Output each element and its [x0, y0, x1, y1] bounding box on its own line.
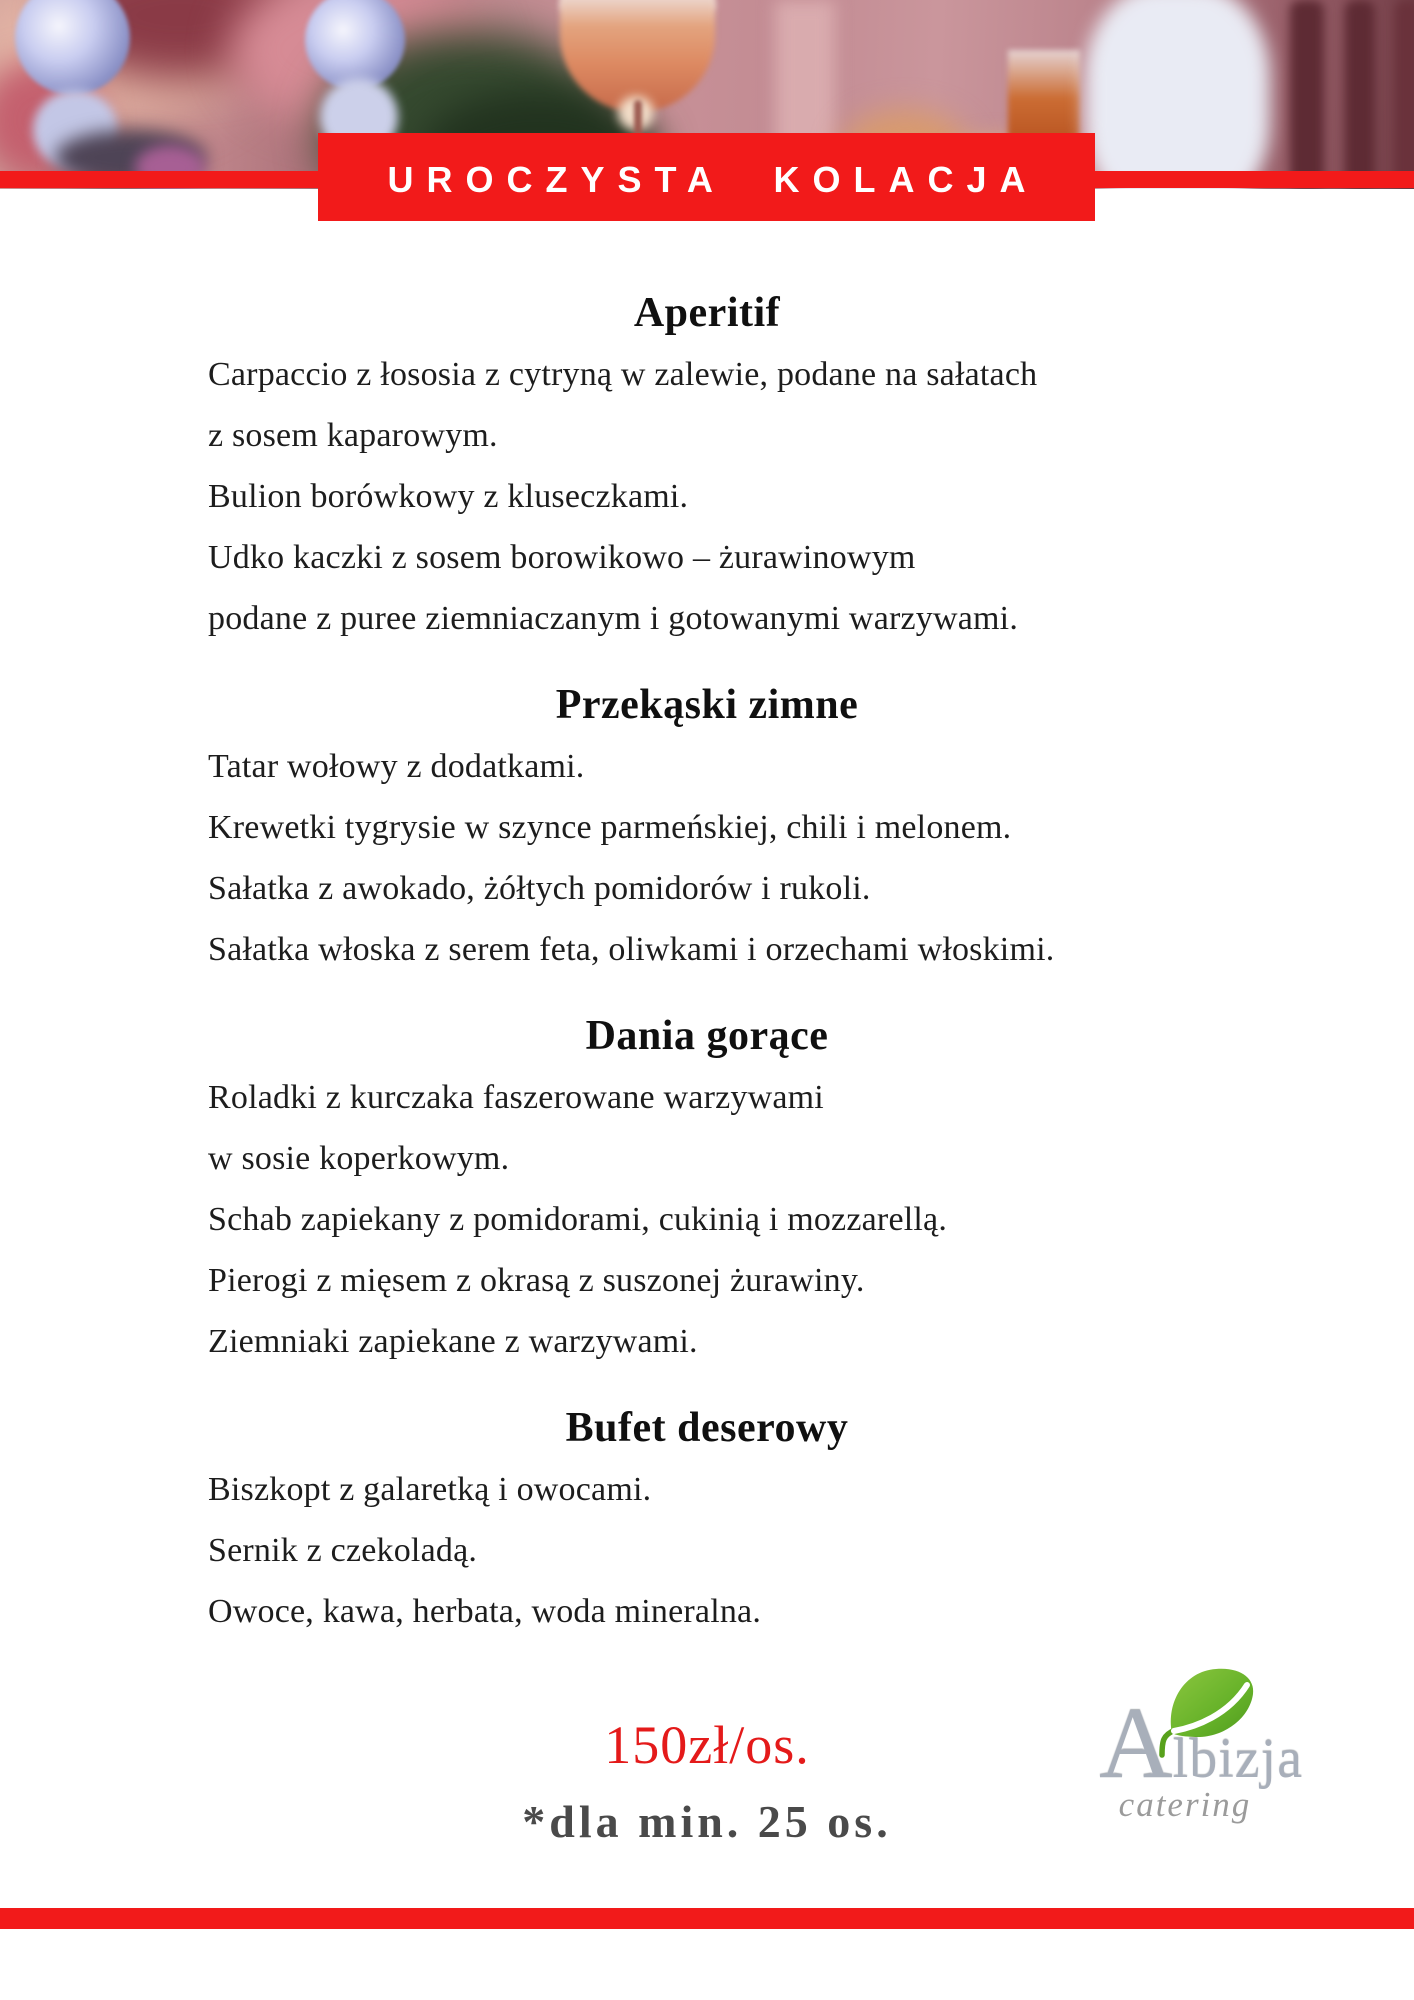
menu-item: Ziemniaki zapiekane z warzywami. — [208, 1323, 698, 1360]
menu-content — [208, 283, 1206, 1848]
photo-window-bar-3 — [1395, 0, 1414, 189]
section-heading-aperitif: Aperitif — [633, 290, 781, 336]
albizja-logo — [1095, 1645, 1304, 1840]
photo-window-bar — [1290, 0, 1324, 189]
section-heading-cold-starters: Przekąski zimne — [555, 682, 859, 728]
menu-item: Udko kaczki z sosem borowikowo – żurawinowym — [208, 539, 916, 576]
menu-item: w sosie koperkowym. — [208, 1140, 510, 1177]
menu-item: podane z puree ziemniaczanym i gotowanymi warzywami. — [208, 600, 1019, 637]
menu-item: Sałatka z awokado, żółtych pomidorów i rukoli. — [208, 870, 871, 907]
minimum-persons-note: *dla min. 25 os. — [522, 1796, 892, 1847]
title-banner — [318, 133, 1095, 221]
menu-item: Schab zapiekany z pomidorami, cukinią i mozzarellą. — [208, 1201, 948, 1238]
bottom-red-stripe — [0, 1908, 1414, 1929]
menu-item: Tatar wołowy z dodatkami. — [208, 748, 585, 785]
photo-carafe — [1085, 0, 1270, 189]
menu-item: Roladki z kurczaka faszerowane warzywami — [208, 1079, 824, 1116]
menu-item: Bulion borówkowy z kluseczkami. — [208, 478, 689, 515]
menu-item: Sałatka włoska z serem feta, oliwkami i orzechami włoskimi. — [208, 931, 1055, 968]
logo-wordmark — [1099, 1687, 1304, 1800]
logo-subtitle: catering — [1118, 1785, 1252, 1824]
menu-item: Krewetki tygrysie w szynce parmeńskiej, chili i melonem. — [208, 809, 1012, 846]
menu-item: Biszkopt z galaretką i owocami. — [208, 1471, 652, 1508]
price: 150zł/os. — [604, 1715, 810, 1775]
logo-rest: lbizja — [1172, 1728, 1304, 1790]
page-title: UROCZYSTA KOLACJA — [387, 159, 1039, 200]
menu-item: z sosem kaparowym. — [208, 417, 498, 454]
photo-window-bar-2 — [1345, 0, 1375, 189]
menu-item: Sernik z czekoladą. — [208, 1532, 478, 1569]
menu-item: Owoce, kawa, herbata, woda mineralna. — [208, 1593, 762, 1630]
menu-item: Pierogi z mięsem z okrasą z suszonej żurawiny. — [208, 1262, 865, 1299]
section-heading-hot-dishes: Dania gorące — [585, 1013, 829, 1059]
section-heading-dessert-buffet: Bufet deserowy — [565, 1405, 849, 1451]
logo-initial: A — [1099, 1687, 1173, 1800]
menu-item: Carpaccio z łososia z cytryną w zalewie, podane na sałatach — [208, 356, 1038, 393]
